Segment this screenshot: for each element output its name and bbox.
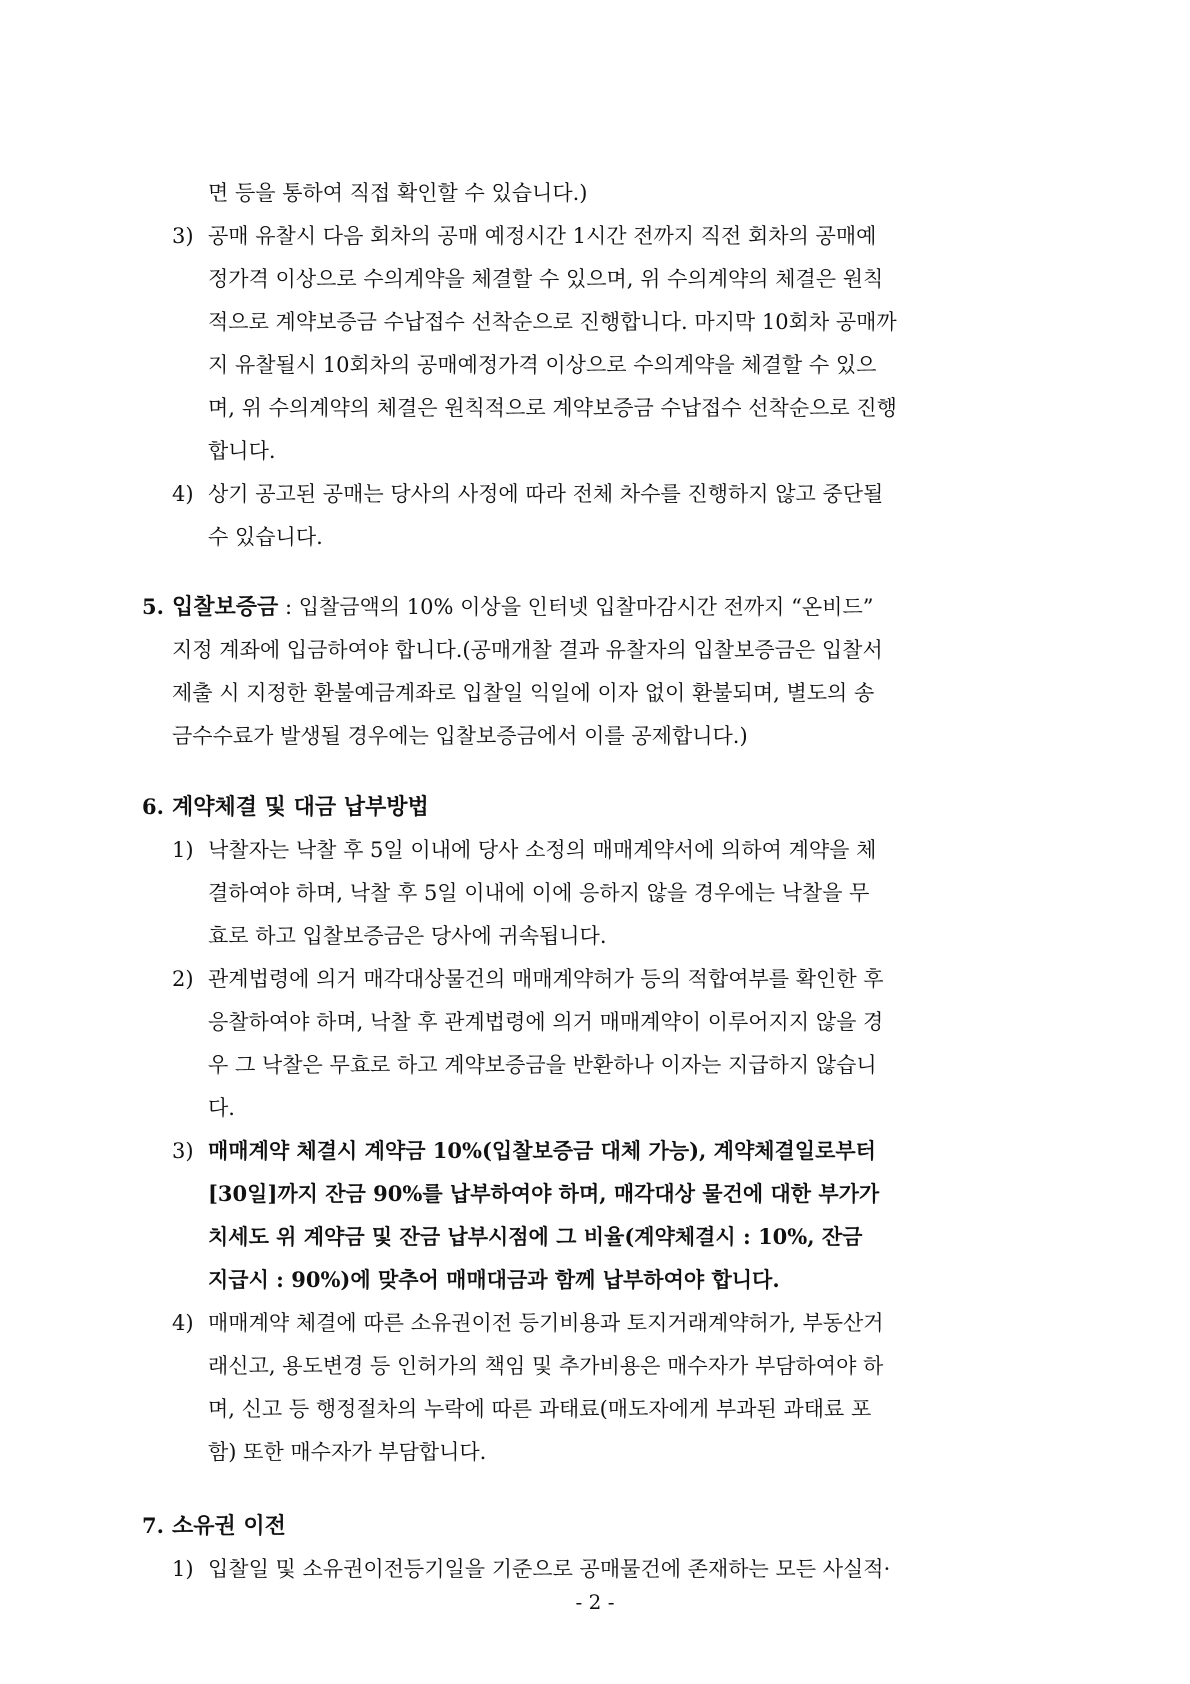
paragraph-line: 관계법령에 의거 매각대상물건의 매매계약허가 등의 적합여부를 확인한 후 [208, 967, 884, 991]
paragraph-line: 입찰일 및 소유권이전등기일을 기준으로 공매물건에 존재하는 모든 사실적· [208, 1557, 891, 1581]
paragraph-line: 래신고, 용도변경 등 인허가의 책임 및 추가비용은 매수자가 부담하여야 하 [208, 1354, 884, 1378]
item-number: 3) [172, 224, 194, 248]
bold-paragraph-line: 지급시 : 90%)에 맞추어 매매대금과 함께 납부하여야 합니다. [208, 1267, 780, 1292]
bold-paragraph-line: [30일]까지 잔금 90%를 납부하여야 하며, 매각대상 물건에 대한 부가가 [208, 1181, 880, 1206]
section-number: 6. [142, 794, 164, 819]
item-number: 2) [172, 967, 194, 991]
paragraph-line: 적으로 계약보증금 수납접수 선착순으로 진행합니다. 마지막 10회차 공매까 [208, 310, 897, 334]
paragraph-line: 상기 공고된 공매는 당사의 사정에 따라 전체 차수를 진행하지 않고 중단될 [208, 482, 884, 506]
paragraph-line: 수 있습니다. [208, 525, 323, 549]
paragraph-line: 금수수료가 발생될 경우에는 입찰보증금에서 이를 공제합니다.) [172, 724, 748, 748]
section-title: 계약체결 및 대금 납부방법 [172, 794, 429, 820]
paragraph-line: 매매계약 체결에 따른 소유권이전 등기비용과 토지거래계약허가, 부동산거 [208, 1311, 884, 1335]
item-number: 4) [172, 1311, 194, 1335]
paragraph-line: 우 그 낙찰은 무효로 하고 계약보증금을 반환하나 이자는 지급하지 않습니 [208, 1053, 877, 1077]
section-number: 7. [142, 1513, 164, 1538]
paragraph-line: 며, 위 수의계약의 체결은 원칙적으로 계약보증금 수납접수 선착순으로 진행 [208, 396, 897, 420]
paragraph-line: 합니다. [208, 439, 276, 463]
item-number: 3) [172, 1139, 194, 1163]
section-title: 입찰보증금 [172, 594, 279, 620]
paragraph-line: 응찰하여야 하며, 낙찰 후 관계법령에 의거 매매계약이 이루어지지 않을 경 [208, 1010, 884, 1034]
paragraph-line: 제출 시 지정한 환불예금계좌로 입찰일 익일에 이자 없이 환불되며, 별도의 송 [172, 681, 875, 705]
page-number: - 2 - [575, 1590, 615, 1614]
paragraph-line: 효로 하고 입찰보증금은 당사에 귀속됩니다. [208, 924, 607, 948]
bold-paragraph-line: 치세도 위 계약금 및 잔금 납부시점에 그 비율(계약체결시 : 10%, 잔금 [208, 1224, 863, 1249]
bold-paragraph-line: 매매계약 체결시 계약금 10%(입찰보증금 대체 가능), 계약체결일로부터 [208, 1138, 876, 1163]
section-number: 5. [142, 594, 164, 619]
section-5-first-line [172, 592, 873, 622]
paragraph-line: 며, 신고 등 행정절차의 누락에 따른 과태료(매도자에게 부과된 과태료 포 [208, 1397, 872, 1421]
section-title: 소유권 이전 [172, 1513, 286, 1539]
paragraph-line: 지정 계좌에 입금하여야 합니다.(공매개찰 결과 유찰자의 입찰보증금은 입찰서 [172, 638, 883, 662]
paragraph-line: 정가격 이상으로 수의계약을 체결할 수 있으며, 위 수의계약의 체결은 원칙 [208, 267, 884, 291]
carry-over-line: 면 등을 통하여 직접 확인할 수 있습니다.) [208, 181, 588, 205]
item-number: 1) [172, 1557, 194, 1581]
paragraph-line: 다. [208, 1096, 235, 1120]
paragraph-line: 지 유찰될시 10회차의 공매예정가격 이상으로 수의계약을 체결할 수 있으 [208, 353, 877, 377]
paragraph-line: 결하여야 하며, 낙찰 후 5일 이내에 이에 응하지 않을 경우에는 낙찰을 무 [208, 881, 870, 905]
paragraph-line: 낙찰자는 낙찰 후 5일 이내에 당사 소정의 매매계약서에 의하여 계약을 체 [208, 838, 877, 862]
paragraph-line: 공매 유찰시 다음 회차의 공매 예정시간 1시간 전까지 직전 회차의 공매예 [208, 224, 877, 248]
item-number: 4) [172, 482, 194, 506]
item-number: 1) [172, 838, 194, 862]
section-5-text: : 입찰금액의 10% 이상을 인터넷 입찰마감시간 전까지 “온비드” [278, 595, 874, 619]
paragraph-line: 함) 또한 매수자가 부담합니다. [208, 1440, 487, 1464]
